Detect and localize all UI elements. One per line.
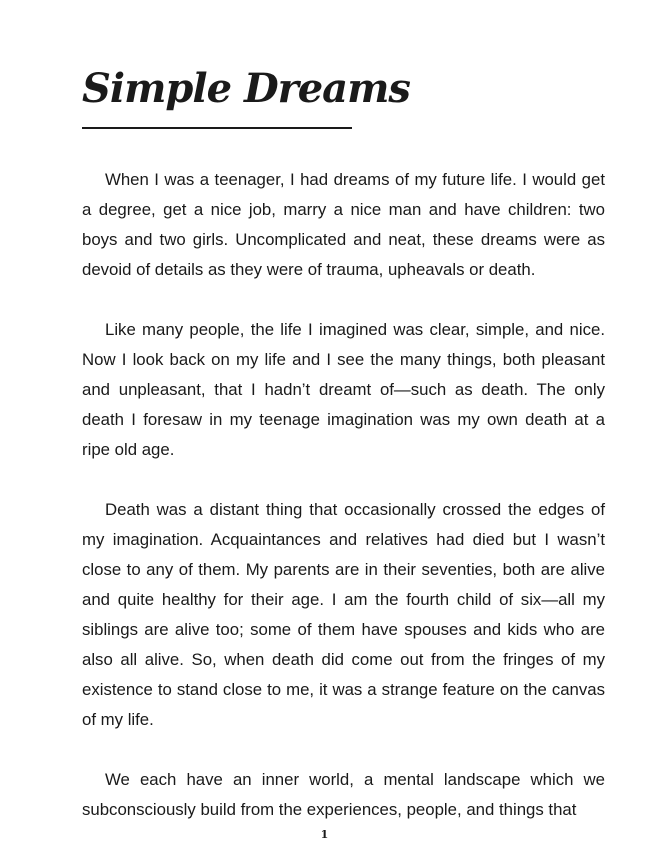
title-underline bbox=[82, 127, 352, 129]
paragraph-1: When I was a teenager, I had dreams of my future life. I would get a degree, get a nice job, marry a nice man and have children: two boys and two girls. Uncomplicated and neat, these dreams were as devoid of details as they were of trauma, upheavals or death. bbox=[82, 170, 605, 279]
paragraph-2: Like many people, the life I imagined was clear, simple, and nice. Now I look back on my life and I see the many things, both pleasant and unpleasant, that I hadn’t dreamt of—such as death. The only death I foresaw in my teenage imagination was my own death at a ripe old age. bbox=[82, 320, 605, 459]
paragraph-3: Death was a distant thing that occasionally crossed the edges of my imagination. Acquaintances and relatives had died but I wasn’t close to any of them. My parents are in their seventies, both are alive and quite healthy for their age. I am the fourth child of six—all my siblings are alive too; some of them have spouses and kids who are also all alive. So, when death did come out from the fringes of my existence to stand close to me, it was a strange feature on the canvas of my life. bbox=[82, 500, 605, 729]
chapter-title: Simple Dreams bbox=[82, 65, 410, 112]
body-text bbox=[82, 165, 605, 855]
page-number: 1 bbox=[320, 828, 329, 841]
paragraph-4: We each have an inner world, a mental landscape which we subconsciously build from the experiences, people, and things that bbox=[82, 770, 605, 819]
